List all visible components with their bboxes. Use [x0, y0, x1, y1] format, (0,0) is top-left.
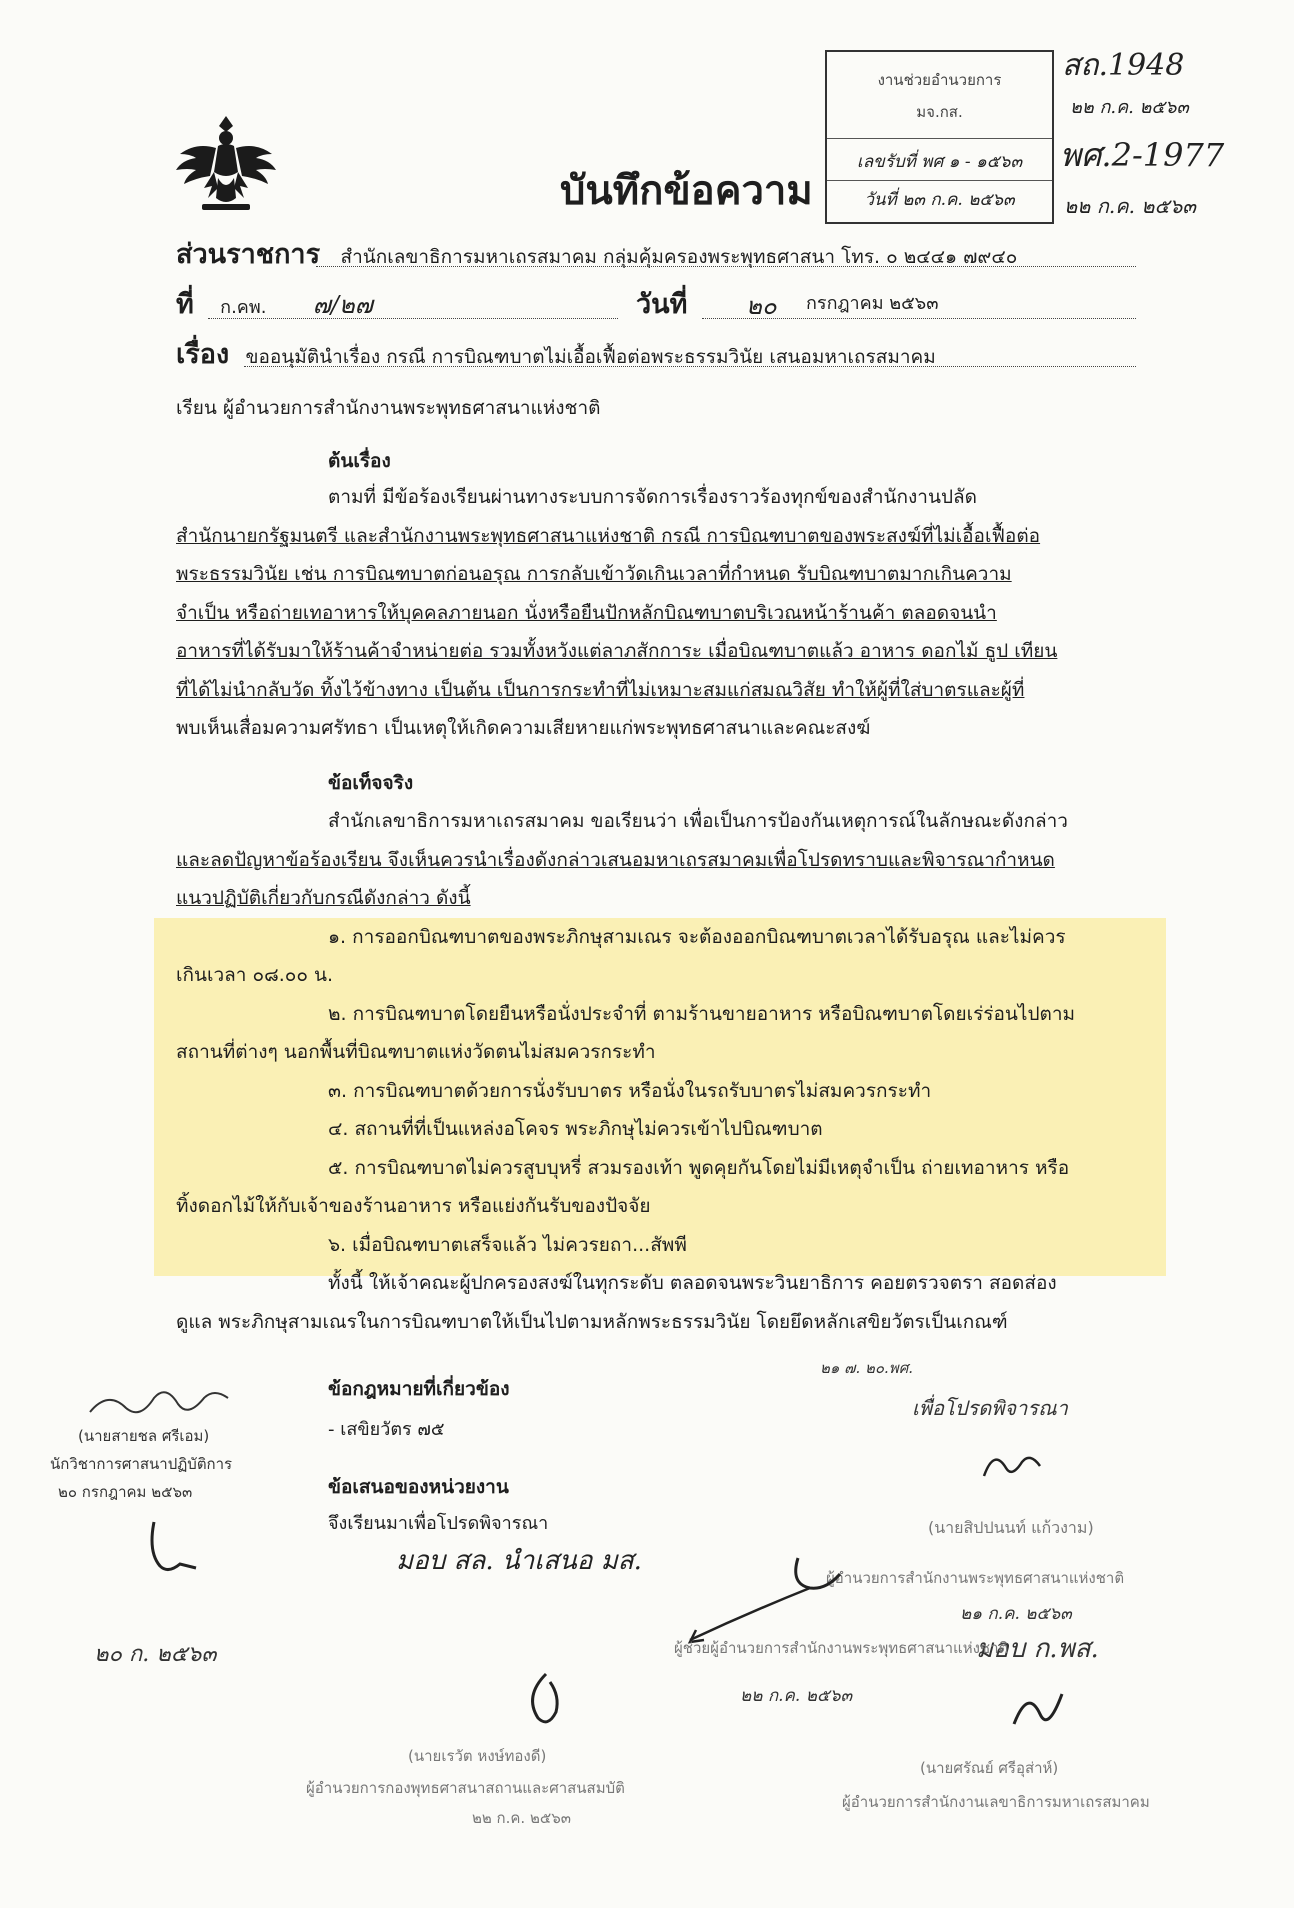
- center-right-scribble: [1004, 1680, 1074, 1736]
- rule-item: ๒. การบิณฑบาตโดยยืนหรือนั่งประจำที่ ตามร้านขายอาหาร หรือบิณฑบาตโดยเร่ร่อนไปตาม: [328, 1002, 1076, 1025]
- rule-item: ๕. การบิณฑบาตไม่ควรสูบบุหรี่ สวมรองเท้า พูดคุยกันโดยไม่มีเหตุจำเป็น ถ่ายเทอาหาร หรือ: [328, 1156, 1070, 1179]
- reference-label: ที่: [176, 289, 194, 320]
- rule-item: ๖. เมื่อบิณฑบาตเสร็จแล้ว ไม่ควรยถา...สัพพี: [328, 1233, 687, 1256]
- stamp-receive-date: วันที่ ๒๓ ก.ค. ๒๕๖๓: [864, 190, 1015, 210]
- right-assign-note: มอบ ก.พส.: [976, 1634, 1099, 1664]
- memo-title: บันทึกข้อความ: [560, 168, 813, 214]
- rule-item: ทิ้งดอกไม้ให้กับเจ้าของร้านอาหาร หรือแย่งกันรับของปัจจัย: [176, 1195, 651, 1217]
- bottom-center-position: ผู้อำนวยการกองพุทธศาสนาสถานและศาสนสมบัติ: [306, 1779, 625, 1797]
- subject-value: ขออนุมัตินำเรื่อง กรณี การบิณฑบาตไม่เอื้อเฟื้อต่อพระธรรมวินัย เสนอมหาเถรสมาคม: [245, 346, 936, 368]
- agency-row: [176, 232, 1017, 275]
- background-line: สำนักนายกรัฐมนตรี และสำนักงานพระพุทธศาสนาแห่งชาติ กรณี การบิณฑบาตของพระสงฆ์ที่ไม่เอื้อเฟื้อต่อ: [176, 524, 1041, 547]
- background-line: ที่ได้ไม่นำกลับวัด ทิ้งไว้ข้างทาง เป็นต้น เป็นการกระทำที่ไม่เหมาะสมแก่สมณวิสัย ทำให้ผู้ที่ใส่บาตรและผู้ที่: [176, 678, 1025, 701]
- left-initial-scribble: [140, 1514, 200, 1580]
- rule-item: ๓. การบิณฑบาตด้วยการนั่งรับบาตร หรือนั่งในรถรับบาตรไม่สมควรกระทำ: [328, 1079, 932, 1102]
- left-signer-name: (นายสายชล ศรีเอม): [78, 1427, 210, 1445]
- closing-line: ทั้งนี้ ให้เจ้าคณะผู้ปกครองสงฆ์ในทุกระดับ ตลอดจนพระวินยาธิการ คอยตรวจตรา สอดส่อง: [328, 1272, 1057, 1294]
- background-line: ตามที่ มีข้อร้องเรียนผ่านทางระบบการจัดการเรื่องราวร้องทุกข์ของสำนักงานปลัด: [328, 486, 978, 508]
- registration-number-2: พศ.2-1977: [1060, 136, 1225, 174]
- legal-heading: ข้อกฎหมายที่เกี่ยวข้อง: [328, 1378, 510, 1400]
- right-signer-date: ๒๑ ก.ค. ๒๕๖๓: [960, 1604, 1072, 1624]
- rule-item: ๑. การออกบิณฑบาตของพระภิกษุสามเณร จะต้องออกบิณฑบาตเวลาได้รับอรุณ และไม่ควร: [328, 925, 1066, 948]
- bottom-center-scribble: [516, 1668, 576, 1732]
- bottom-center-date: ๒๒ ก.ค. ๒๕๖๓: [472, 1809, 571, 1827]
- facts-line: และลดปัญหาข้อร้องเรียน จึงเห็นควรนำเรื่องดังกล่าวเสนอมหาเถรสมาคมเพื่อโปรดทราบและพิจารณากำหนด: [176, 848, 1055, 871]
- facts-paragraph: [176, 802, 1148, 1341]
- background-line: พระธรรมวินัย เช่น การบิณฑบาตก่อนอรุณ การกลับเข้าวัดเกินเวลาที่กำหนด รับบิณฑบาตมากเกินความ: [176, 563, 1012, 585]
- legal-item: - เสขิยวัตร ๗๕: [328, 1419, 445, 1440]
- registration-date-2: ๒๒ ก.ค. ๒๕๖๓: [1064, 194, 1196, 218]
- closing-line: ดูแล พระภิกษุสามเณรในการบิณฑบาตให้เป็นไปตามหลักพระธรรมวินัย โดยยึดหลักเสขิยวัตรเป็นเกณฑ์: [176, 1310, 1008, 1333]
- registration-number-1: สถ.1948: [1062, 48, 1185, 83]
- stamp-office: งานช่วยอำนวยการ: [877, 71, 1002, 89]
- proposal-line: จึงเรียนมาเพื่อโปรดพิจารณา: [328, 1513, 549, 1534]
- left-signature-scribble: [84, 1384, 234, 1424]
- right-signature-scribble: [976, 1440, 1056, 1490]
- date-label: วันที่: [636, 289, 688, 320]
- background-heading: ต้นเรื่อง: [328, 450, 391, 472]
- background-line: อาหารที่ได้รับมาให้ร้านค้าจำหน่ายต่อ รวมทั้งหวังแต่ลาภสักการะ เมื่อบิณฑบาตแล้ว อาหาร ดอกไม้ ธูป เทียน: [176, 640, 1058, 662]
- reference-prefix: ก.คพ.: [220, 297, 267, 318]
- subject-row: [176, 332, 936, 375]
- facts-heading: ข้อเท็จจริง: [328, 772, 414, 794]
- reference-number: ๗/๒๗: [312, 291, 373, 319]
- registration-date-1: ๒๒ ก.ค. ๒๕๖๓: [1070, 97, 1189, 118]
- center-date: ๒๒ ก.ค. ๒๕๖๓: [740, 1686, 853, 1706]
- subject-label: เรื่อง: [176, 339, 230, 370]
- center-position: ผู้ช่วยผู้อำนวยการสำนักงานพระพุทธศาสนาแห่งชาติ: [674, 1639, 1009, 1657]
- right-review-note: เพื่อโปรดพิจารณา: [912, 1396, 1068, 1420]
- agency-value: สำนักเลขาธิการมหาเถรสมาคม กลุ่มคุ้มครองพระพุทธศาสนา โทร. ๐ ๒๔๔๑ ๗๙๔๐: [340, 246, 1018, 268]
- facts-line: แนวปฏิบัติเกี่ยวกับกรณีดังกล่าว ดังนี้: [176, 887, 471, 909]
- bottom-right-position: ผู้อำนวยการสำนักงานเลขาธิการมหาเถรสมาคม: [842, 1793, 1150, 1811]
- date-month-year: กรกฎาคม ๒๕๖๓: [806, 293, 939, 314]
- stamp-receive-number: เลขรับที่ พศ ๑ - ๑๕๖๓: [856, 152, 1023, 172]
- salutation: เรียน ผู้อำนวยการสำนักงานพระพุทธศาสนาแห่งชาติ: [176, 397, 601, 419]
- receipt-stamp: [825, 50, 1054, 224]
- garuda-emblem-icon: [172, 112, 280, 214]
- bottom-right-name: (นายศรัณย์ ศรีอุส่าห์): [920, 1759, 1059, 1777]
- date-day: ๒๐: [746, 292, 777, 320]
- background-line: พบเห็นเสื่อมความศรัทธา เป็นเหตุให้เกิดความเสียหายแก่พระพุทธศาสนาและคณะสงฆ์: [176, 717, 871, 739]
- rule-item: สถานที่ต่างๆ นอกพื้นที่บิณฑบาตแห่งวัดตนไม่สมควรกระทำ: [176, 1041, 656, 1063]
- background-line: จำเป็น หรือถ่ายเทอาหารให้บุคคลภายนอก นั่งหรือยืนปักหลักบิณฑบาตบริเวณหน้าร้านค้า ตลอดจนนำ: [176, 601, 997, 624]
- left-initial-date: ๒๐ ก. ๒๕๖๓: [94, 1642, 217, 1667]
- facts-line: สำนักเลขาธิการมหาเถรสมาคม ขอเรียนว่า เพื่อเป็นการป้องกันเหตุการณ์ในลักษณะดังกล่าว: [328, 810, 1068, 832]
- background-paragraph: [176, 478, 1148, 748]
- left-signer-position: นักวิชาการศาสนาปฏิบัติการ: [50, 1455, 233, 1473]
- right-date-note: ๒๑ ๗. ๒๐.พศ.: [820, 1359, 913, 1377]
- left-signer-date: ๒๐ กรกฎาคม ๒๕๖๓: [58, 1483, 193, 1501]
- right-signer-position: ผู้อำนวยการสำนักงานพระพุทธศาสนาแห่งชาติ: [826, 1569, 1125, 1587]
- bottom-center-name: (นายเรวัต หงษ์ทองดี): [408, 1747, 547, 1765]
- stamp-office-code: มจ.กส.: [916, 103, 963, 121]
- right-signer-name: (นายสิปปนนท์ แก้วงาม): [928, 1518, 1094, 1537]
- proposal-heading: ข้อเสนอของหน่วยงาน: [328, 1476, 509, 1498]
- agency-label: ส่วนราชการ: [176, 239, 321, 270]
- rule-item: ๔. สถานที่ที่เป็นแหล่งอโคจร พระภิกษุไม่ควรเข้าไปบิณฑบาต: [328, 1118, 823, 1140]
- rule-item: เกินเวลา ๐๘.๐๐ น.: [176, 964, 334, 986]
- proposal-handwritten-note: มอบ สล. นำเสนอ มส.: [396, 1546, 642, 1576]
